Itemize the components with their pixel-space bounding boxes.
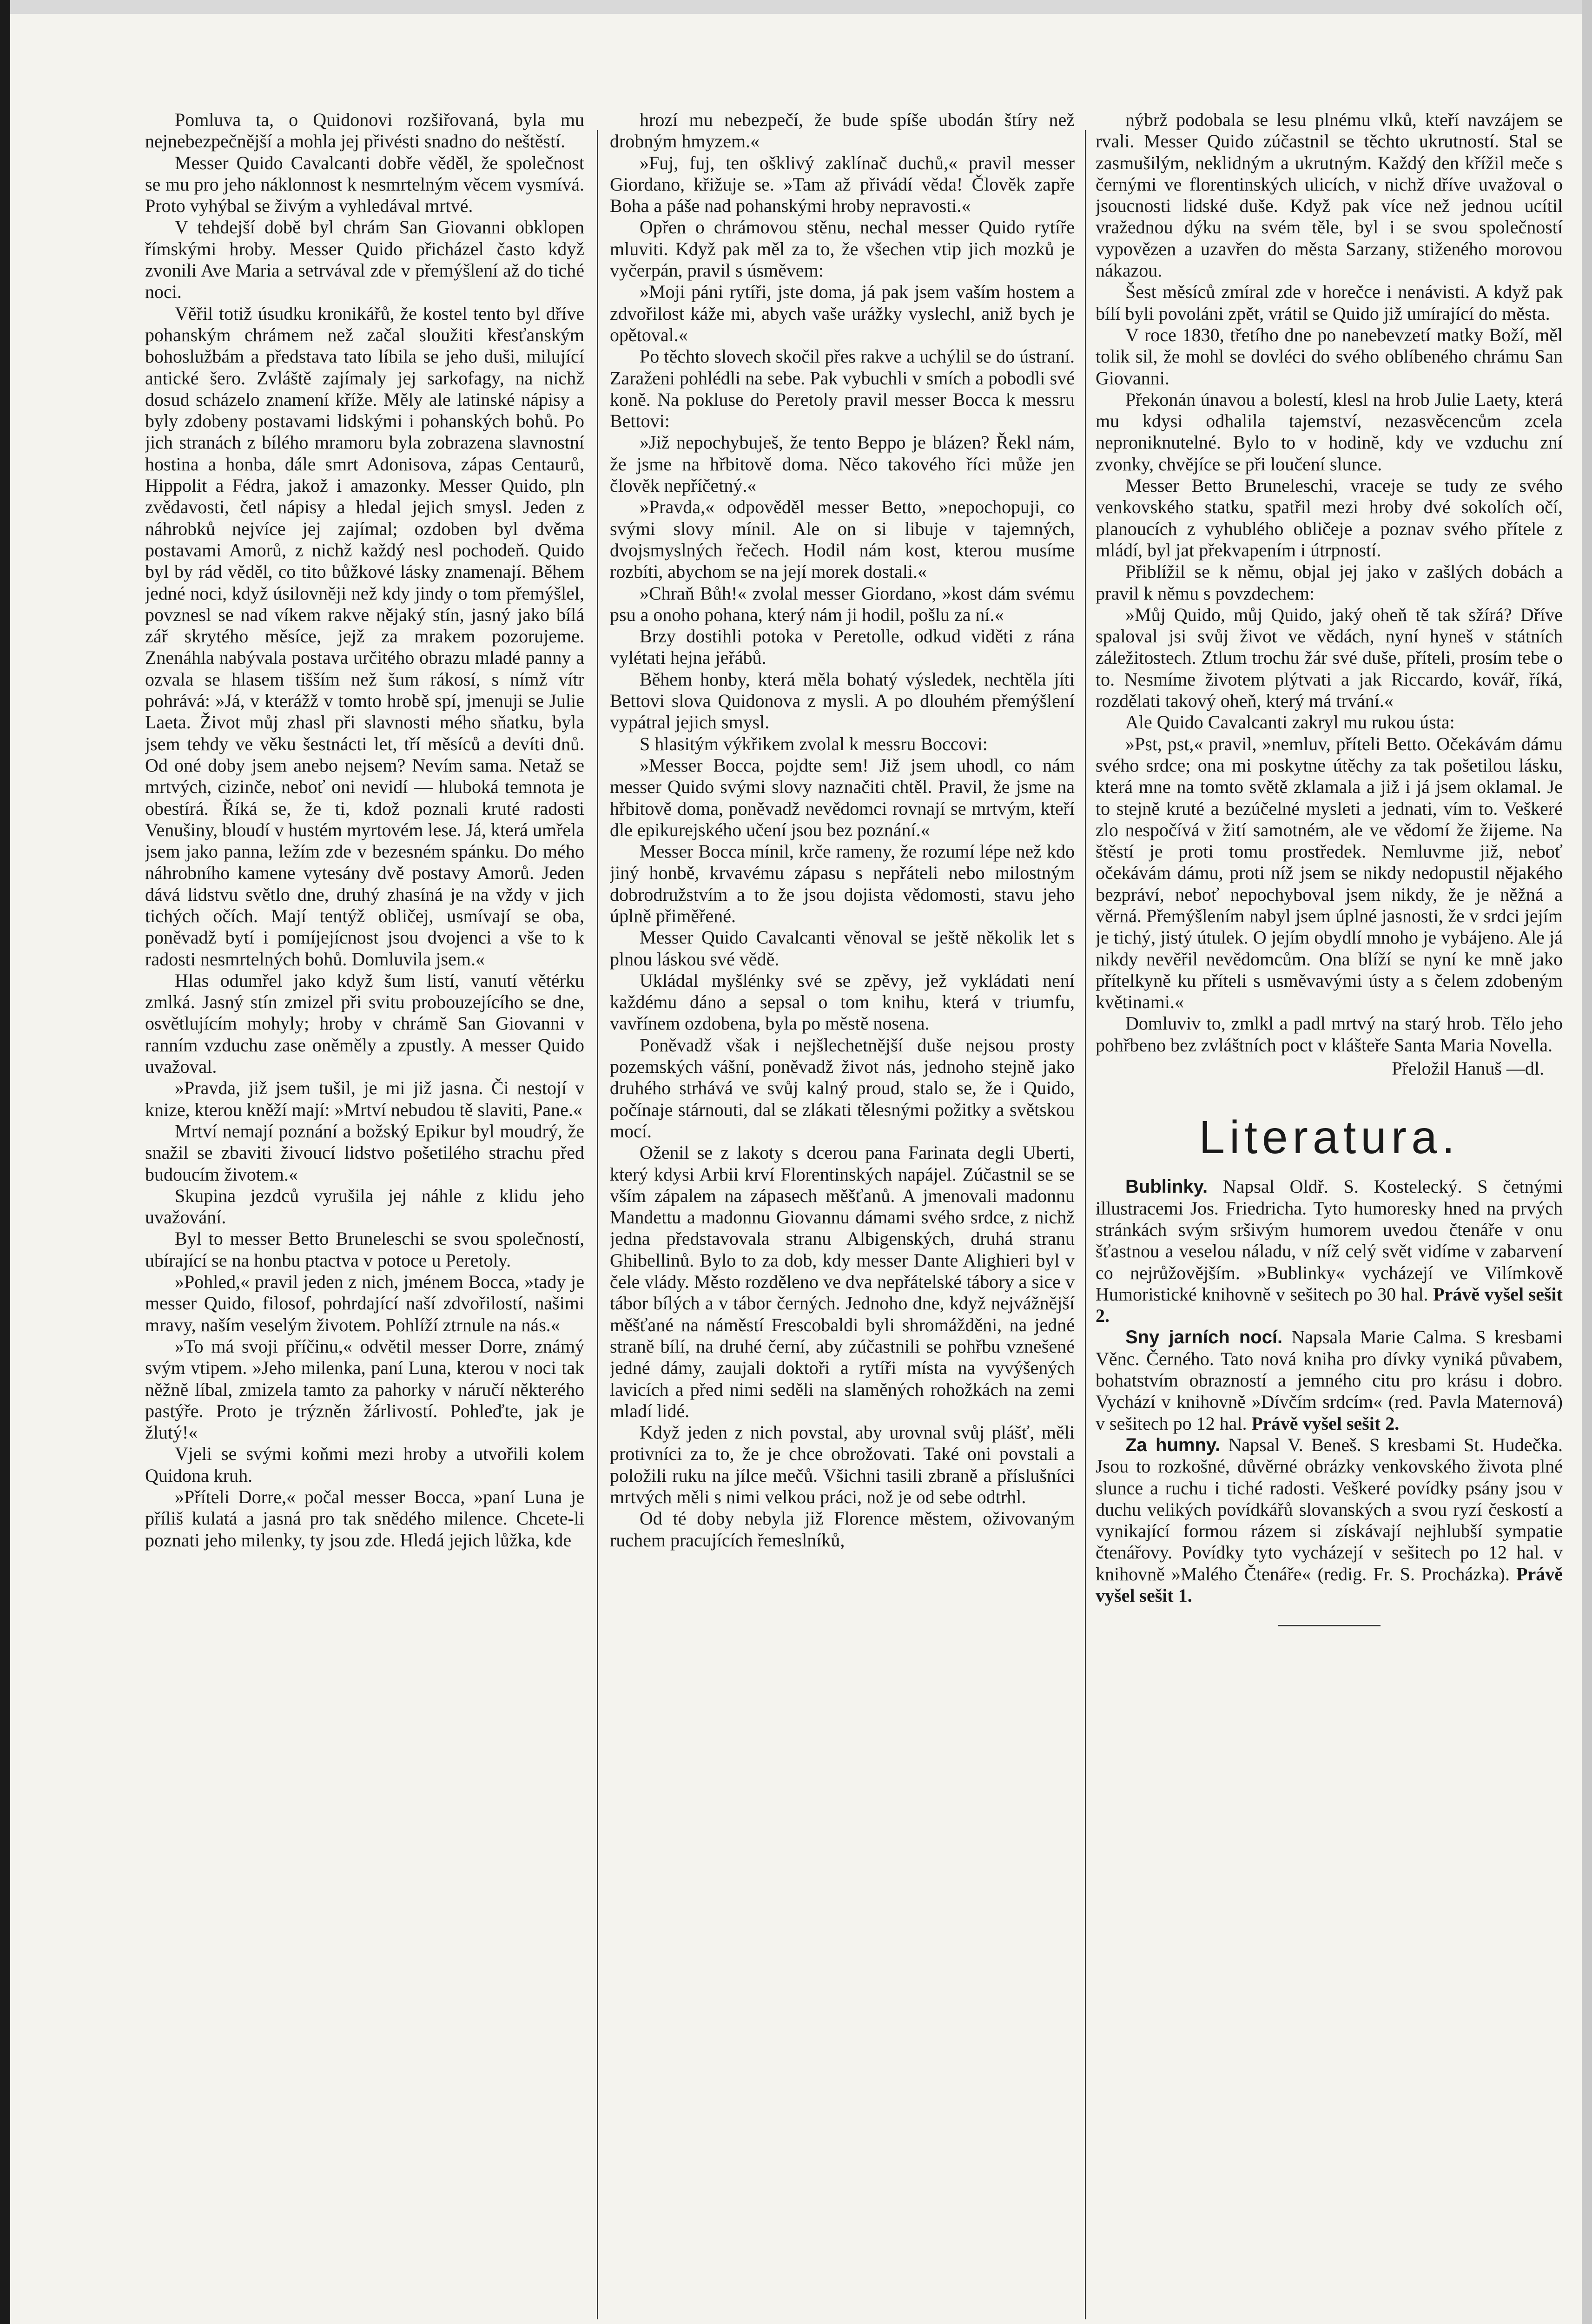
story-paragraph: Ukládal myšlénky své se zpěvy, jež vykládati není každému dáno a sepsal o tom knihu, která v triumfu, vavřínem ozdobena, byla po městě nosena. [610,970,1075,1034]
story-paragraph: V tehdejší době byl chrám San Giovanni obklopen římskými hroby. Messer Quido přicházel často když zvonili Ave Maria a setrvával zde v přemýšlení až do tiché noci. [145,217,584,303]
story-paragraph: Po těchto slovech skočil přes rakve a uchýlil se do ústraní. Zaraženi pohlédli na sebe. Pak vybuchli v smích a pobodli své koně. Na pokluse do Peretoly pravil messer Bocca k messru Bettovi: [610,346,1075,432]
story-paragraph: nýbrž podobala se lesu plnému vlků, kteří navzájem se rvali. Messer Quido zúčastnil se těchto ukrutností. Stal se zasmušilým, neklidným a ukrutným. Každý den křížil meče s černými ve florentinských ulicích, v nichž dříve uvažoval o jsoucnosti lidské duše. Když pak více než jednou ucítil vražednou dýku na svém těle, byl i se svou společností vypovězen a uzavřen do města Sarzany, stiženého morovou nákazou. [1096,109,1563,281]
review-availability: Právě vyšel sešit 2. [1251,1413,1400,1434]
story-paragraph: Messer Bocca mínil, krče rameny, že rozumí lépe než kdo jiný honbě, krvavému zápasu s nepřáteli nebo milostným dobrodružstvím a to že jsou dojista vědomosti, stavu jeho úplně přiměřené. [610,841,1075,926]
story-paragraph: »Můj Quido, můj Quido, jaký oheň tě tak sžírá? Dříve spaloval jsi svůj život ve vědách, nyní hyneš v státních záležitostech. Ztlum trochu žár své duše, příteli, prosím tebe o to. Nesmíme životem plýtvati a jak Riccardo, kovář, říká, rozdělati takový oheň, který má trvání.« [1096,604,1563,712]
story-paragraph: »Již nepochybuješ, že tento Beppo je blázen? Řekl nám, že jsme na hřbitově doma. Něco takového říci může jen člověk nepříčetný.« [610,432,1075,496]
review-body: Napsal Oldř. S. Kostelecký. S četnými illustracemi Jos. Friedricha. Tyto humoresky hned na prvých stránkách svým sršivým humorem uvedou čtenáře v onu šťastnou a veselou náladu, v níž celý svět vidíme v zabarvení co nejrůžovějším. »Bublinky« vycházejí ve Vilímkově Humoristické knihovně v sešitech po 30 hal. [1096,1176,1563,1305]
story-paragraph: Skupina jezdců vyrušila jej náhle z klidu jeho uvažování. [145,1185,584,1228]
story-paragraph: Poněvadž však i nejšlechetnější duše nejsou prosty pozemských vášní, poněvadž život nás, jednoho stejně jako druhého strhává ve svůj kalný proud, stalo se, že i Quido, počínaje stárnouti, dal se zlákati tělesnými požitky a světskou mocí. [610,1034,1075,1142]
story-paragraph: »Pravda,« odpověděl messer Betto, »nepochopuji, co svými slovy mínil. Ale on si libuje v tajemných, dvojsmyslných řečech. Hodil nám kost, kterou musíme rozbíti, abychom se na její morek dostali.« [610,496,1075,582]
column-rule [1085,130,1086,2319]
story-paragraph: Opřen o chrámovou stěnu, nechal messer Quido rytíře mluviti. Když pak měl za to, že všechen vtip jich mozků je vyčerpán, pravil s úsměvem: [610,217,1075,281]
story-conclusion [1096,109,1563,1056]
story-paragraph: Překonán únavou a bolestí, klesl na hrob Julie Laety, která mu kdysi odhalila tajemství, nezasvěcencům zcela neproniknutelné. Bylo to v hodině, kdy ve vzduchu zní zvonky, chvějíce se při loučení slunce. [1096,389,1563,475]
review-availability: Právě vyšel sešit 1. [1096,1563,1563,1606]
story-paragraph: »Příteli Dorre,« počal messer Bocca, »paní Luna je příliš kulatá a jasná pro tak snědého milence. Chcete-li poznati jeho milenky, ty jsou zde. Hledá jejich lůžka, kde [145,1486,584,1551]
story-paragraph: Šest měsíců zmíral zde v horečce i nenávisti. A když pak bílí byli povoláni zpět, vrátil se Quido již umírající do města. [1096,281,1563,324]
book-reviews [1096,1176,1563,1606]
story-paragraph: Oženil se z lakoty s dcerou pana Farinata degli Uberti, který kdysi Arbii krví Florentinských napájel. Zúčastnil se se vším zápalem na zápasech měšťanů. A jmenovali madonnu Mandettu a madonnu Giovannu dámami svého srdce, z nichž jedna představovala stranu Albigenských, druhá stranu Ghibellinů. Bylo to za dob, kdy messer Dante Alighieri byl v čele vlády. Město rozděleno ve dva nepřátelské tábory a sice v tábor bílých a v tábor černých. Jednoho dne, když nejvážnější měšťané na náměstí Frescobaldi byli shromážděni, na jedné straně bílí, na druhé černí, aby zúčastnili se pohřbu vznešené jedné dámy, zaujali doktoři a rytíři místa na vyvýšených lavicích a před nimi seděli na slaměných rohožkách na zemi mladí lidé. [610,1142,1075,1421]
column-rule [597,130,598,2319]
story-paragraph: Byl to messer Betto Bruneleschi se svou společností, ubírající se na honbu ptactva v potoce u Peretoly. [145,1228,584,1271]
book-review [1096,1176,1563,1327]
book-review [1096,1327,1563,1434]
story-paragraph: Přiblížil se k němu, objal jej jako v zašlých dobách a pravil k němu s povzdechem: [1096,561,1563,604]
story-paragraph: Messer Quido Cavalcanti dobře věděl, že společnost se mu pro jeho náklonnost k nesmrtelným věcem vysmívá. Proto vyhýbal se živým a vyhledával mrtvé. [145,152,584,217]
story-paragraph: Brzy dostihli potoka v Peretolle, odkud viděti z rána vylétati hejna jeřábů. [610,626,1075,668]
story-paragraph: »Moji páni rytíři, jste doma, já pak jsem vaším hostem a zdvořilost káže mi, abych vaše urážky vyslechl, aniž bych je opětoval.« [610,281,1075,345]
binding-edge [0,0,10,2324]
review-title: Bublinky. [1125,1176,1208,1197]
story-paragraph: Ale Quido Cavalcanti zakryl mu rukou ústa: [1125,712,1455,733]
story-paragraph: Pomluva ta, o Quidonovi rozšiřovaná, byla mu nejnebezpečnější a mohla jej přivésti snadno do neštěstí. [145,109,584,152]
story-paragraph: »Fuj, fuj, ten ošklivý zaklínač duchů,« pravil messer Giordano, křižuje se. »Tam až přivádí věda! Člověk zapře Boha a páše nad pohanskými hroby nepravosti.« [610,152,1075,217]
story-paragraph: »Chraň Bůh!« zvolal messer Giordano, »kost dám svému psu a onoho pohana, který nám ji hodil, pošlu za ní.« [610,582,1075,625]
story-paragraph: Hlas odumřel jako když šum listí, vanutí větérku zmlká. Jasný stín zmizel při svitu probouzejícího se dne, osvětlujícím mohyly; hroby v chrámě San Giovanni v ranním vzduchu zase oněměly a zpustly. A messer Quido uvažoval. [145,970,584,1077]
story-paragraph: Messer Quido Cavalcanti věnoval se ještě několik let s plnou láskou své vědě. [610,927,1075,970]
review-body: Napsal V. Beneš. S kresbami St. Hudečka. Jsou to rozkošné, důvěrné obrázky venkovského života plné slunce a ruchu i tiché radosti. Veškeré povídky psány jsou v duchu velikých povídkářů slovanských a svou ryzí českostí a vynikající formou rázem si získávají nejhlubší sympatie čtenářovy. Povídky tyto vycházejí v sešitech po 12 hal. v knihovně »Malého Čtenáře« (redig. Fr. S. Procházka). [1096,1434,1563,1585]
book-review [1096,1434,1563,1606]
story-paragraph: Věřil totiž úsudku kronikářů, že kostel tento byl dříve pohanským chrámem než začal sloužiti křesťanským bohoslužbám a představa tato líbila se jeho duši, milující antické šero. Zvláště zajímaly jej sarkofagy, na nichž dosud scházelo znamení kříže. Měly ale latinské nápisy a byly zdobeny postavami lidskými i pohanských bohů. Po jich stranách z bílého mramoru byla zobrazena slavnostní hostina a honba, dále smrt Adonisova, zápas Centaurů, Hippolit a Fédra, jakož i amazonky. Messer Quido, pln zvědavosti, četl nápisy a hledal jejich smysl. Jeden z náhrobků nejvíce jej zajímal; ozdoben byl dvěma postavami Amorů, z nichž každý nesl pochodeň. Quido byl by rád věděl, co tito bůžkové lásky znamenají. Během jedné noci, když úsilovněji než kdy jindy o tom přemýšlel, povznesl se nad víkem rakve nějaký stín, jasný jako bílá zář skrytého měsíce, jejž za mrakem pozorujeme. Znenáhla nabývala postava určitého obrazu mladé panny a ozvala se hlasem tišším než šum rákosí, s nímž vítr pohrává: »Já, v kterážž v tomto hrobě spí, jmenuji se Julie Laeta. Život můj zhasl při slavnosti mého sňatku, byla jsem tehdy ve věku šestnácti let, tří měsíců a devíti dnů. Od oné doby jsem anebo nejsem? Nevím sama. Netaž se mrtvých, cizinče, neboť oni nevidí — hluboká temnota je obestírá. Říká se, že ti, kdož poznali kruté radosti Venušiny, bloudí v hustém myrtovém lese. Já, která umřela jsem jako panna, ležím zde v bezesném spánku. Do mého náhrobního kamene vytesány dvě postavy Amorů. Jeden dává lidstvu světlo dne, druhý zhasíná je na vždy v jich tichých očích. Mají tentýž obličej, usmívají se oba, poněvadž bytí i pomíjejícnost jsou dvojenci a vše to k radosti nesmrtelných bohů. Domluvila jsem.« [145,303,584,970]
story-paragraph: »Pst, pst,« pravil, »nemluv, příteli Betto. Očekávám dámu svého srdce; ona mi poskytne útěchy za tak pošetilou lásku, která mne na tomto světě zklamala a již i já jsem oklamal. Je to stejně kruté a bezúčelné mysleti a jednati, vím to. Veškeré zlo nespočívá v žití samotném, ale ve vědomí že žijeme. Na štěstí je proti tomu prostředek. Nemluvme již, neboť očekávám dámu, proti níž jsem se nikdy nedopustil nějakého bezpráví, neboť nepochyboval jsem nikdy, že je něžná a věrná. Přemýšlením nabyl jsem úplné jasnosti, že v srdci jejím je tichý, jistý útulek. O jejím obydlí mnoho je vybájeno. Ale já nikdy nevěřil nevědomcům. Ona blíží se nyní ke mně jako přítelkyně ku příteli s usměvavými ústy a s čelem zdobeným květinami.« [1096,733,1563,1013]
page-edge [1582,0,1592,2324]
story-paragraph: »Pravda, již jsem tušil, je mi již jasna. Či nestojí v knize, kterou kněží mají: »Mrtví nebudou tě slaviti, Pane.« [145,1077,584,1120]
story-paragraph: Mrtví nemají poznání a božský Epikur byl moudrý, že snažil se zbaviti živoucí lidstvo pošetilého strachu před budoucím životem.« [145,1120,584,1185]
newspaper-page [10,14,1582,2324]
translator-byline: Přeložil Hanuš —dl. [1392,1058,1544,1079]
review-title: Za humny. [1125,1434,1221,1455]
story-paragraph: Od té doby nebyla již Florence městem, oživovaným ruchem pracujících řemeslníků, [610,1508,1075,1551]
story-paragraph: Vjeli se svými koňmi mezi hroby a utvořili kolem Quidona kruh. [145,1443,584,1486]
column-right [1096,109,1563,2324]
story-paragraph: S hlasitým výkřikem zvolal k messru Boccovi: [640,733,988,754]
column-middle [610,109,1075,2324]
story-paragraph: Během honby, která měla bohatý výsledek, nechtěla jíti Bettovi slova Quidonova z mysli. A po dlouhém přemýšlení vypátral jejich smysl. [610,668,1075,733]
review-title: Sny jarních nocí. [1125,1327,1283,1348]
story-paragraph: hrozí mu nebezpečí, že bude spíše ubodán štíry než drobným hmyzem.« [610,109,1075,152]
story-paragraph: Když jeden z nich povstal, aby urovnal svůj plášť, měli protivníci za to, že je chce obrožovati. Také oni povstali a položili ruku na jílce mečů. Všichni tasili zbraně a příslušníci mrtvých měli s nimi velkou práci, nož je od sebe odtrhl. [610,1422,1075,1507]
column-left [145,109,584,2324]
section-heading-literatura: Literatura. [1199,1111,1460,1164]
story-paragraph: Messer Betto Bruneleschi, vraceje se tudy ze svého venkovského statku, spatřil mezi hroby dvé sokolích očí, planoucích z vyhublého obličeje a poznav svého přítele z mládí, byl jat překvapením i útrpností. [1096,475,1563,561]
story-paragraph: »Pohled,« pravil jeden z nich, jménem Bocca, »tady je messer Quido, filosof, pohrdající naší zdvořilostí, našimi mravy, naším veselým životem. Pohlíží ztrnule na nás.« [145,1271,584,1335]
story-paragraph: »Messer Bocca, pojdte sem! Již jsem uhodl, co nám messer Quido svými slovy naznačiti chtěl. Pravil, že jsme na hřbitově doma, poněvadž nevědomci rovnají se mrtvým, kteří dle epikurejského učení jsou bez poznání.« [610,754,1075,840]
review-availability: Právě vyšel sešit 2. [1096,1283,1563,1327]
story-paragraph: Domluviv to, zmlkl a padl mrtvý na starý hrob. Tělo jeho pohřbeno bez zvláštních poct v klášteře Santa Maria Novella. [1096,1013,1563,1056]
end-rule [1278,1625,1381,1626]
story-paragraph: »To má svoji příčinu,« odvětil messer Dorre, známý svým vtipem. »Jeho milenka, paní Luna, kterou v noci tak něžně líbal, zmizela tamto za pahorky v náručí některého pastýře. Proto je trýzněn žárlivostí. Pohleďte, jak je žlutý!« [145,1335,584,1443]
review-body: Napsala Marie Calma. S kresbami Věnc. Černého. Tato nová kniha pro dívky vyniká půvabem, bohatstvím obrazností a jemného citu pro krásu i dobro. Vychází v knihovně »Dívčím srdcím« (red. Pavla Maternová) v sešitech po 12 hal. [1096,1327,1563,1434]
story-paragraph: V roce 1830, třetího dne po nanebevzetí matky Boží, měl tolik sil, že mohl se dovléci do svého oblíbeného chrámu San Giovanni. [1096,324,1563,389]
